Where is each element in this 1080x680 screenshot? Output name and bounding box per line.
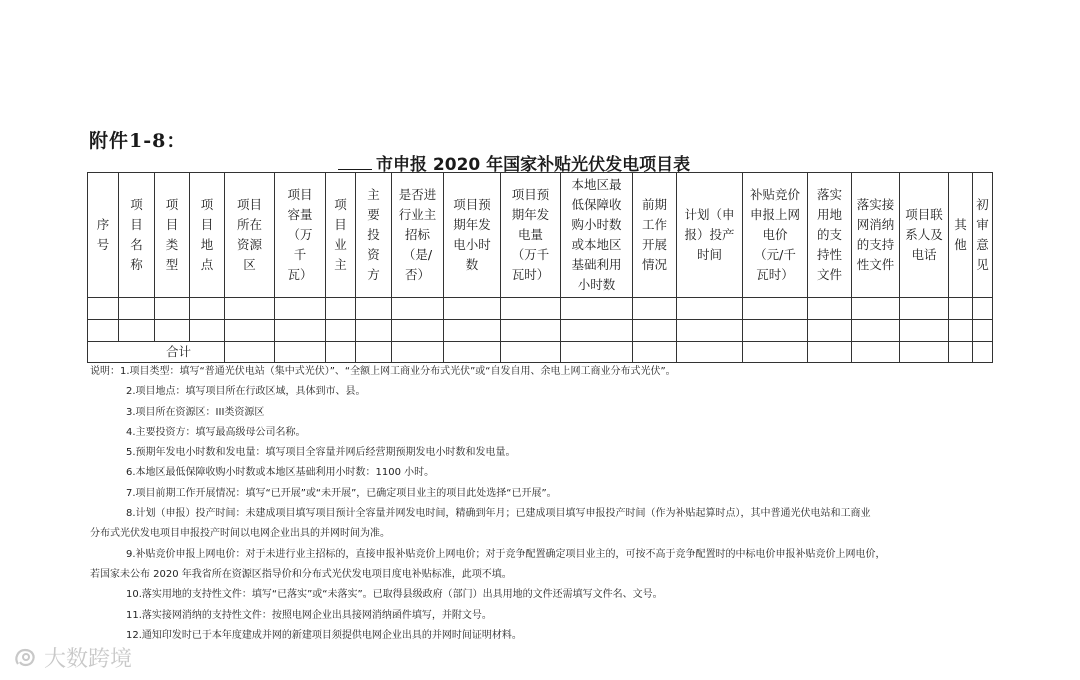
note-line: 2.项目地点：填写项目所在行政区域，具体到市、县。 <box>126 386 366 398</box>
col-header: 补贴竞价申报上网电价（元/千瓦时） <box>743 173 808 298</box>
col-header: 项目类型 <box>155 173 190 298</box>
note-line: 7.项目前期工作开展情况：填写“已开展”或“未开展”，已确定项目业主的项目此处选择“已开展”。 <box>126 487 557 499</box>
project-table <box>87 172 993 363</box>
col-header: 本地区最低保障收购小时数或本地区基础利用小时数 <box>561 173 633 298</box>
col-header: 项目所在资源区 <box>225 173 275 298</box>
col-header: 计划（申报）投产时间 <box>677 173 743 298</box>
table-row <box>88 320 993 342</box>
col-header: 项目地点 <box>190 173 225 298</box>
table-total-row <box>88 342 993 363</box>
col-header: 项目预期年发电量（万千瓦时） <box>501 173 561 298</box>
col-header: 前期工作开展情况 <box>633 173 677 298</box>
title-blank-line <box>338 169 372 170</box>
note-line: 4.主要投资方：填写最高级母公司名称。 <box>126 426 306 438</box>
note-line: 11.落实接网消纳的支持性文件：按照电网企业出具接网消纳函件填写，并附文号。 <box>126 609 492 621</box>
table-header-row <box>88 173 993 298</box>
col-header: 主要投资方 <box>356 173 392 298</box>
col-header: 项目联系人及电话 <box>900 173 949 298</box>
watermark <box>12 642 132 673</box>
note-line: 分布式光伏发电项目申报投产时间以电网企业出具的并网时间为准。 <box>90 528 390 540</box>
note-line: 10.落实用地的支持性文件：填写“已落实”或“未落实”。已取得县级政府（部门）出具用地的文件还需填写文件名、文号。 <box>126 589 663 601</box>
note-line: 6.本地区最低保障收购小时数或本地区基础利用小时数：1100 小时。 <box>126 467 435 479</box>
note-line: 若国家未公布 2020 年我省所在资源区指导价和分布式光伏发电项目度电补贴标准，此项不填。 <box>90 568 512 580</box>
note-line: 说明：1.项目类型：填写“普通光伏电站（集中式光伏）”、“全额上网工商业分布式光伏”或“自发自用、余电上网工商业分布式光伏”。 <box>90 366 676 377</box>
table-row <box>88 298 993 320</box>
col-header: 初审意见 <box>973 173 993 298</box>
col-header: 项目预期年发电小时数 <box>444 173 501 298</box>
col-header: 是否进行业主招标（是/否） <box>392 173 444 298</box>
note-line: 9.补贴竞价申报上网电价：对于未进行业主招标的，直接申报补贴竞价上网电价；对于竞争配置确定项目业主的，可按不高于竞争配置时的中标电价申报补贴竞价上网电价， <box>126 548 886 560</box>
col-header: 项目名称 <box>119 173 155 298</box>
note-line: 3.项目所在资源区：III类资源区 <box>126 406 265 418</box>
attachment-label: 附件1-8： <box>89 130 187 152</box>
total-label: 合计 <box>88 342 225 363</box>
watermark-text: 大数跨境 <box>44 647 133 672</box>
title-text: 市申报 2020 年国家补贴光伏发电项目表 <box>376 155 691 175</box>
watermark-logo-icon <box>12 644 40 672</box>
col-header: 序号 <box>88 173 119 298</box>
note-line: 12.通知印发时已于本年度建成并网的新建项目须提供电网企业出具的并网时间证明材料。 <box>126 629 522 641</box>
col-header: 项目容量（万千瓦） <box>275 173 326 298</box>
col-header: 落实用地的支持性文件 <box>808 173 852 298</box>
col-header: 其他 <box>949 173 973 298</box>
notes <box>90 362 1000 646</box>
col-header: 落实接网消纳的支持性文件 <box>852 173 900 298</box>
note-line: 8.计划（申报）投产时间：未建成项目填写项目预计全容量并网发电时间，精确到年月；已建成项目填写申报投产时间（作为补贴起算时点），其中普通光伏电站和工商业 <box>126 508 871 520</box>
col-header: 项目业主 <box>326 173 356 298</box>
note-line: 5.预期年发电小时数和发电量：填写项目全容量并网后经营期预期发电小时数和发电量。 <box>126 447 516 459</box>
